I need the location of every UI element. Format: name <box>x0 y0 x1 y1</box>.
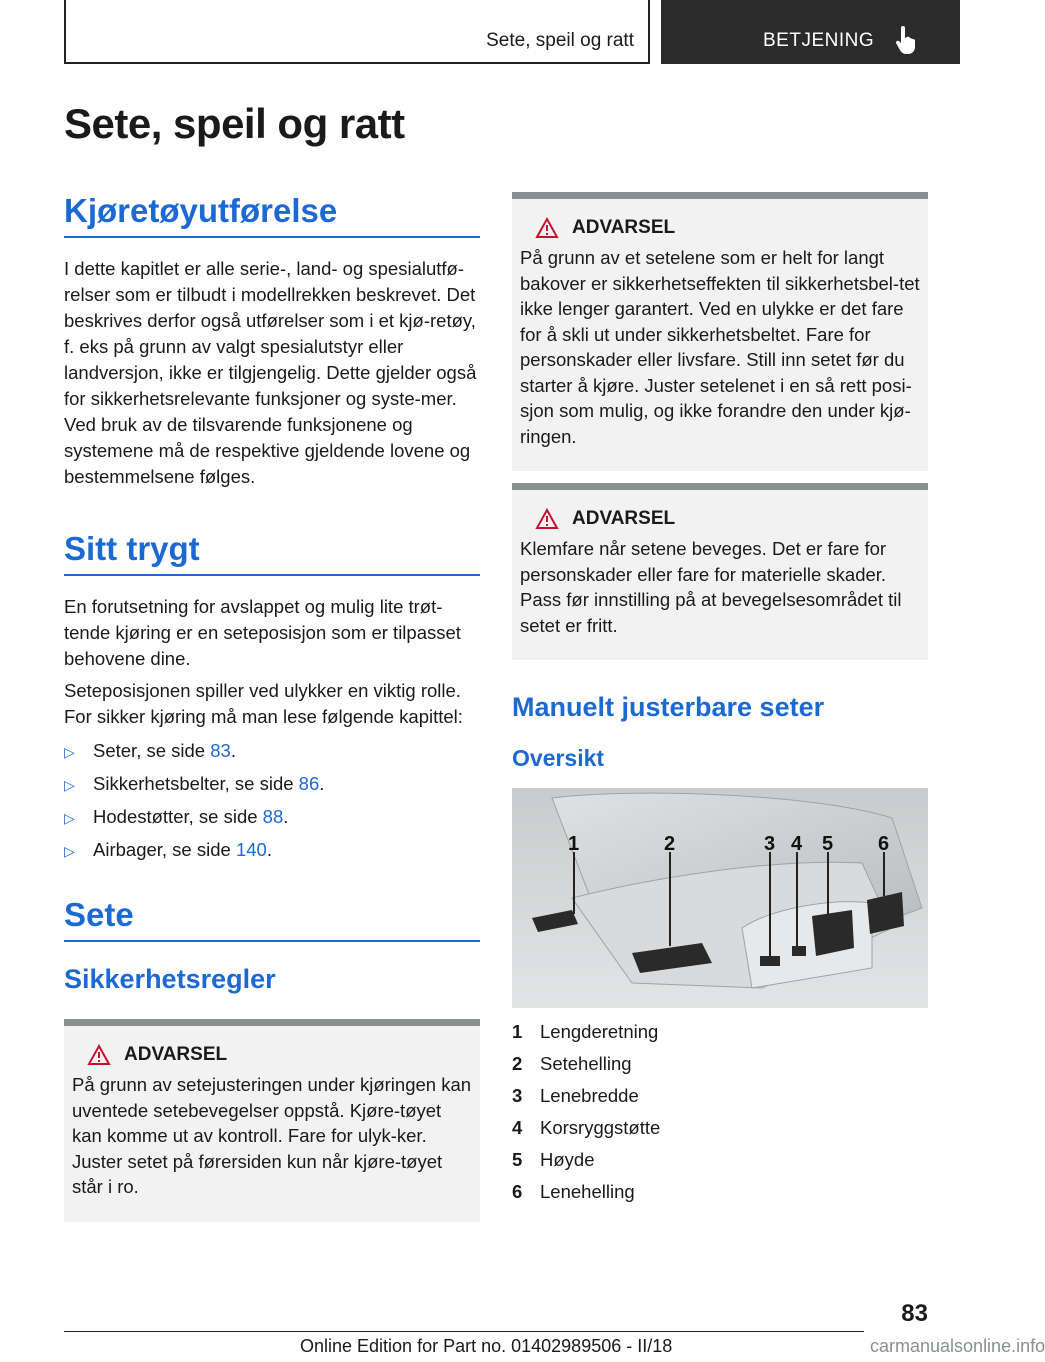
page-link[interactable]: 83 <box>210 740 231 761</box>
left-column <box>64 192 480 1222</box>
page-link[interactable]: 86 <box>298 773 320 794</box>
legend-item: 1 Lengderetning <box>512 1021 659 1042</box>
page-title: Sete, speil og ratt <box>64 100 405 147</box>
footer-divider <box>64 1331 864 1332</box>
page-number: 83 <box>901 1300 928 1327</box>
heading-oversikt: Oversikt <box>512 745 605 771</box>
heading-manuelt-justerbare-seter: Manuelt justerbare seter <box>512 692 825 722</box>
footer-edition: Online Edition for Part no. 01402989506 - II/18 <box>300 1336 673 1356</box>
heading-kjoretoyutforelse: Kjøretøyutførelse <box>64 192 480 238</box>
header-chapter-title: BETJENING <box>763 30 875 51</box>
paragraph-sitt-trygt-2: Seteposisjonen spiller ved ulykker en viktig rolle. For sikker kjøring må man lese følgende kapittel: <box>64 680 463 727</box>
footer-watermark: carmanualsonline.info <box>870 1336 1045 1356</box>
hand-pointer-icon <box>895 26 917 54</box>
image-callout-2: 2 <box>664 833 676 855</box>
right-column <box>512 192 928 1208</box>
warning-box-1 <box>64 1019 480 1222</box>
heading-sete: Sete <box>64 896 480 942</box>
triangle-bullet-icon: ▷ <box>64 744 75 760</box>
warning-text: På grunn av setejusteringen under kjøringen kan uventede setebevegelser oppstå. Kjøre-tøyet kan komme ut av kontroll. Fare for ulyk-ker. Juster setet på førersiden kun når kjøre-tøyet står i ro. <box>72 1074 472 1197</box>
warning-triangle-icon <box>536 509 558 529</box>
legend-item: 5 Høyde <box>512 1149 595 1170</box>
seat-controls-illustration <box>512 788 928 1008</box>
paragraph-sitt-trygt-1: En forutsetning for avslappet og mulig lite trøt-tende kjøring er en seteposisjon som er tilpasset behovene dine. <box>64 596 461 669</box>
paragraph-kjoretoyutforelse: I dette kapitlet er alle serie-, land- og spesialutfø-relser som er tilbudt i modellrekken beskrevet. Det beskrives derfor også utførelser som i et kjø-retøy, f. eks på grunn av valgt spesialutstyr eller landversjon, ikke er tilgjengelig. Dette gjelder også for sikkerhetsrelevante funksjoner og syste-mer. Ved bruk av de tilsvarende funksjonene og systemene må de respektive gjeldende lovene og bestemmelsene følges. <box>64 258 477 487</box>
image-callout-4: 4 <box>791 833 803 855</box>
warning-title: ADVARSEL <box>572 508 676 529</box>
header-section-title: Sete, speil og ratt <box>486 30 634 51</box>
warning-text: På grunn av et setelene som er helt for langt bakover er sikkerhetseffekten til sikkerhetsbel-tet ikke lenger garantert. Ved en ulykke er det fare for å skli ut under sikkerhetsbeltet. Fare for personskader eller livsfare. Still inn setet før du starter å kjøre. Juster setelenet i en så rett posi-sjon som mulig, og ikke forandre den under kjø-ringen. <box>520 247 920 447</box>
list-item: ▷ Airbager, se side 140. <box>64 837 480 864</box>
warning-text: Klemfare når setene beveges. Det er fare for personskader eller fare for materielle skader. Pass før innstilling på at bevegelsesområdet til setet er fritt. <box>520 538 902 636</box>
heading-sikkerhetsregler: Sikkerhetsregler <box>64 964 276 994</box>
warning-box-2 <box>512 192 928 471</box>
image-callout-1: 1 <box>568 833 580 855</box>
heading-sitt-trygt: Sitt trygt <box>64 530 480 576</box>
legend-item: 4 Korsryggstøtte <box>512 1117 661 1138</box>
legend-item: 6 Lenehelling <box>512 1181 635 1202</box>
legend-item: 2 Setehelling <box>512 1053 632 1074</box>
header-section-box <box>64 0 650 64</box>
list-item: ▷ Seter, se side 83. <box>64 738 480 765</box>
list-item: ▷ Sikkerhetsbelter, se side 86. <box>64 771 480 798</box>
triangle-bullet-icon: ▷ <box>64 843 75 859</box>
warning-triangle-icon <box>536 218 558 238</box>
warning-triangle-icon <box>88 1045 110 1065</box>
page-link[interactable]: 140 <box>235 839 267 860</box>
triangle-bullet-icon: ▷ <box>64 777 75 793</box>
page-link[interactable]: 88 <box>262 806 284 827</box>
image-callout-5: 5 <box>822 833 834 855</box>
image-callout-6: 6 <box>878 833 890 855</box>
legend-item: 3 Lenebredde <box>512 1085 639 1106</box>
header-chapter-box <box>661 0 960 64</box>
warning-box-3 <box>512 483 928 660</box>
image-callout-3: 3 <box>764 833 776 855</box>
warning-title: ADVARSEL <box>124 1044 228 1065</box>
seat-controls-legend <box>512 1016 928 1208</box>
warning-title: ADVARSEL <box>572 217 676 238</box>
chapter-reference-list <box>64 738 480 864</box>
list-item: ▷ Hodestøtter, se side 88. <box>64 804 480 831</box>
triangle-bullet-icon: ▷ <box>64 810 75 826</box>
